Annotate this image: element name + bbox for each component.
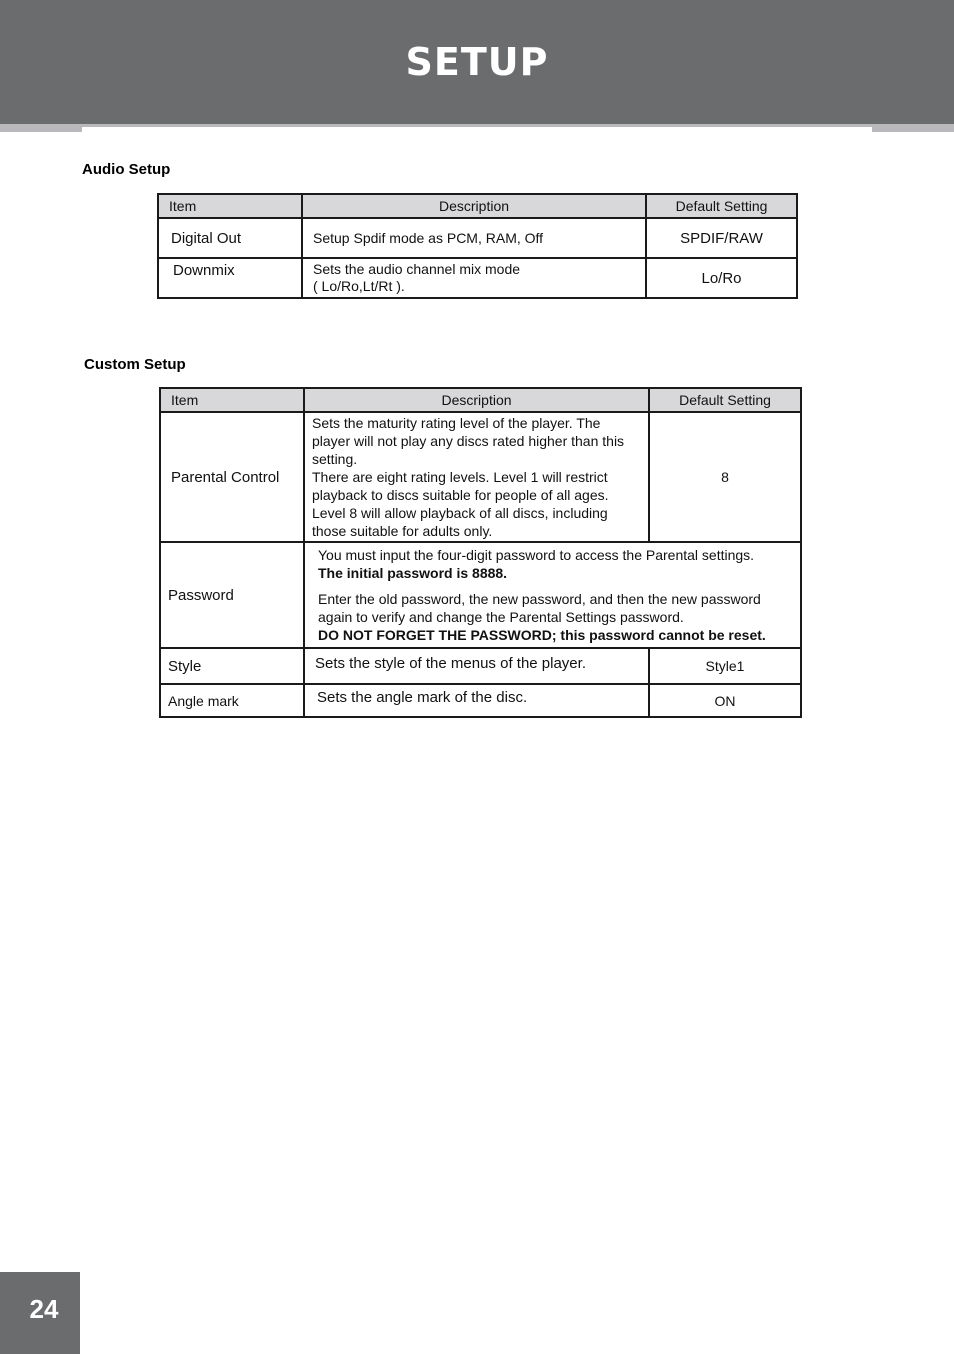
row-default: ON bbox=[649, 684, 801, 717]
row-description bbox=[304, 684, 649, 717]
description-line: Sets the audio channel mix mode bbox=[313, 261, 521, 277]
description-line: Setup Spdif mode as PCM, RAM, Off bbox=[313, 230, 544, 246]
row-default: 8 bbox=[649, 412, 801, 542]
header-rule-right bbox=[872, 124, 954, 132]
custom-setup-table bbox=[159, 387, 802, 718]
audio-setup-heading: Audio Setup bbox=[82, 161, 171, 178]
row-description bbox=[304, 412, 649, 542]
table-header-row bbox=[158, 194, 797, 218]
description-line: DO NOT FORGET THE PASSWORD; this password cannot be reset. bbox=[318, 627, 766, 643]
custom-setup-heading: Custom Setup bbox=[84, 356, 186, 373]
row-default: SPDIF/RAW bbox=[646, 218, 797, 258]
header-rule bbox=[82, 124, 872, 127]
page-title: SETUP bbox=[405, 40, 549, 84]
audio-setup-table bbox=[157, 193, 798, 299]
table-header-row bbox=[160, 388, 801, 412]
row-default: Style1 bbox=[649, 648, 801, 684]
page-number: 24 bbox=[29, 1294, 59, 1324]
column-header-item: Item bbox=[158, 194, 302, 218]
description-line: Enter the old password, the new password, and then the new password again to verify and change the Parental Settings password. bbox=[318, 591, 761, 625]
row-item: Password bbox=[160, 542, 304, 648]
description-line: ( Lo/Ro,Lt/Rt ). bbox=[313, 278, 405, 294]
description-line: You must input the four-digit password to access the Parental settings. bbox=[318, 547, 755, 563]
row-description bbox=[304, 542, 801, 648]
description-line: Sets the style of the menus of the player. bbox=[315, 655, 586, 672]
row-item: Parental Control bbox=[160, 412, 304, 542]
table-row bbox=[160, 684, 801, 717]
description-line: Sets the angle mark of the disc. bbox=[317, 689, 528, 706]
description-line: The initial password is 8888. bbox=[318, 565, 508, 581]
table-row bbox=[158, 258, 797, 298]
description-line: Sets the maturity rating level of the player. The player will not play any discs rated higher than this setting. bbox=[312, 415, 625, 467]
row-item: Downmix bbox=[158, 258, 302, 298]
table-row bbox=[160, 542, 801, 648]
row-description bbox=[304, 648, 649, 684]
header-rule-left bbox=[0, 124, 82, 132]
column-header-description: Description bbox=[302, 194, 646, 218]
table-row bbox=[160, 412, 801, 542]
column-header-default: Default Setting bbox=[646, 194, 797, 218]
column-header-description: Description bbox=[304, 388, 649, 412]
description-line: There are eight rating levels. Level 1 will restrict playback to discs suitable for people of all ages. Level 8 will allow playback of all discs, including those suitable for adults only. bbox=[312, 469, 609, 539]
row-item: Digital Out bbox=[158, 218, 302, 258]
column-header-default: Default Setting bbox=[649, 388, 801, 412]
table-row bbox=[160, 648, 801, 684]
row-default: Lo/Ro bbox=[646, 258, 797, 298]
column-header-item: Item bbox=[160, 388, 304, 412]
table-row bbox=[158, 218, 797, 258]
row-item: Angle mark bbox=[160, 684, 304, 717]
row-description bbox=[302, 218, 646, 258]
row-description bbox=[302, 258, 646, 298]
row-item: Style bbox=[160, 648, 304, 684]
